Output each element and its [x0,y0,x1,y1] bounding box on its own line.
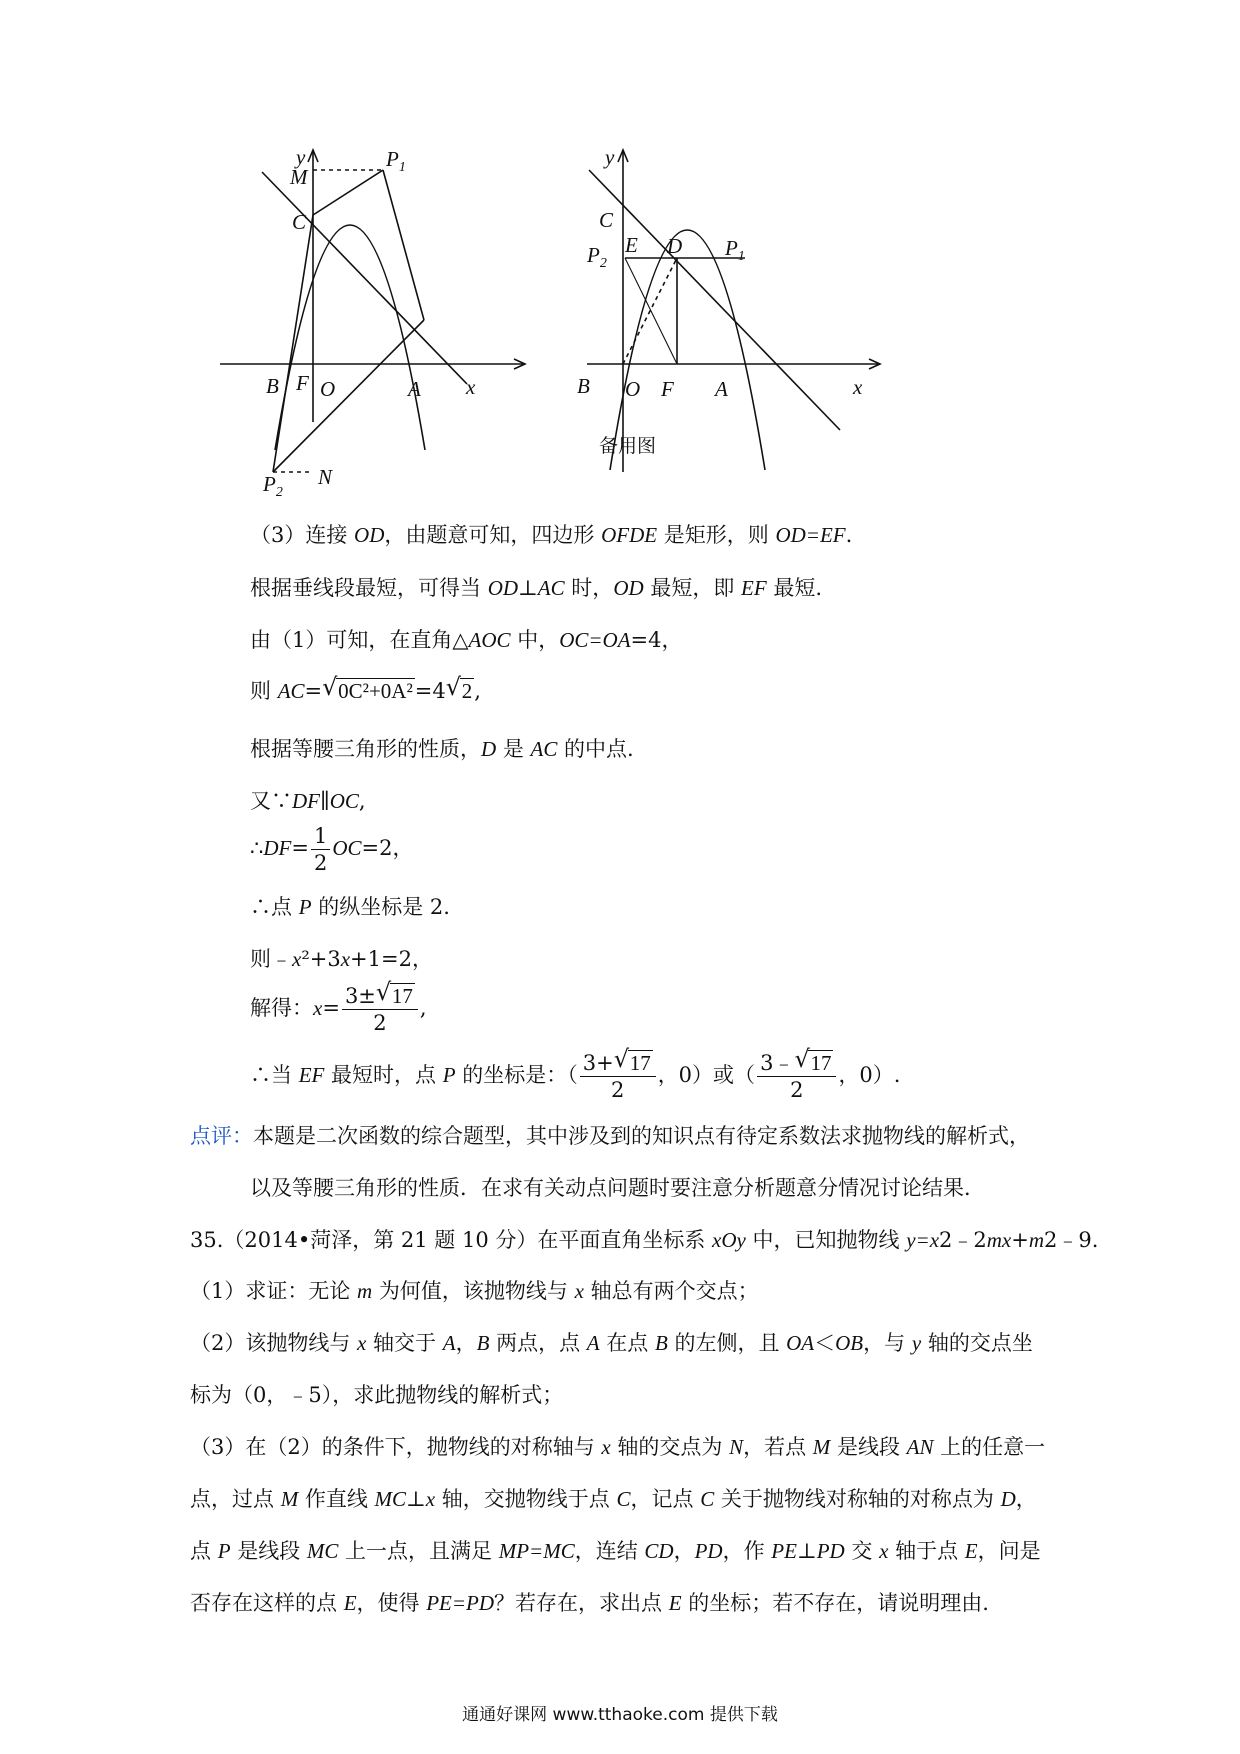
math: P [217,1539,231,1563]
math: PD [694,1539,723,1563]
math: AC [537,576,565,600]
problem-line-2 [190,1276,759,1306]
sqrt-ac: √ 0C²+0A² [322,673,413,703]
math: AC [530,737,558,761]
text: ，0）. [838,1063,901,1087]
math: OD [487,576,519,600]
text: 两点，点 [489,1331,587,1355]
text: 为何值，该抛物线与 [372,1279,575,1303]
text: （3）连接 [250,523,355,547]
math: M [280,1487,299,1511]
text: = [322,996,340,1020]
text: 在点 [599,1331,655,1355]
text: 点，过点 [190,1487,281,1511]
figure-right [577,145,905,510]
text: ， [455,1331,477,1355]
math: AN [906,1435,934,1459]
math: MC [374,1487,407,1511]
text: 的坐标；若不存在，请说明理由. [681,1591,989,1615]
text: ， [1015,1487,1037,1511]
text: 上一点，且满足 [338,1539,499,1563]
text: （3）在（2）的条件下，抛物线的对称轴与 [190,1435,602,1459]
sqrt-17: √ 17 [794,1045,832,1075]
text: 轴的交点为 [610,1435,730,1459]
text: 是线段 [830,1435,907,1459]
text: ⊥ [796,1539,817,1563]
solution-line-4 [250,673,481,706]
numerator-part: 3± [344,984,376,1008]
text: ∴ [250,836,264,860]
problem-line-3 [190,1328,1033,1358]
solution-line-11 [250,1045,900,1105]
comment-line-1 [190,1121,1030,1151]
label-c: C [292,210,307,234]
fraction-half [311,823,330,876]
text: 35.（2014•菏泽，第 21 题 10 分）在平面直角坐标系 [190,1228,713,1252]
text: + [1011,1228,1029,1252]
figure-caption: 备用图 [599,435,657,457]
comment-line-2 [250,1173,985,1203]
label-p1: $P_1$ [725,236,745,264]
math: MC [306,1539,339,1563]
fraction-root [342,978,418,1036]
text: 轴总有两个交点； [583,1279,759,1303]
text: 时， [564,576,614,600]
solution-line-5 [250,734,634,764]
text: 轴，交抛物线于点 [435,1487,617,1511]
radicand: 2 [461,679,473,703]
text: 否存在这样的点 [190,1591,344,1615]
text: （2）该抛物线与 [190,1331,358,1355]
radicand: 17 [391,984,413,1008]
text: ？若存在，求出点 [494,1591,669,1615]
comment-label: 点评： [190,1124,253,1148]
text: ⊥ [518,576,538,600]
solution-line-7 [250,818,414,878]
label-a: A [408,377,421,401]
text: 解得： [250,996,313,1020]
text: 点 [190,1539,218,1563]
math: x [357,1331,367,1355]
math: OD=EF [775,523,846,547]
text: =2， [361,836,414,860]
text: 是 [496,737,531,761]
math: MP=MC [498,1539,575,1563]
math: x [574,1279,584,1303]
comment-text: 本题是二次函数的综合题型，其中涉及到的知识点有待定系数法求抛物线的解析式， [253,1124,1030,1148]
text: 轴的交点坐 [921,1331,1033,1355]
math: E [964,1539,978,1563]
math: B [654,1331,668,1355]
text: 2﹣9. [1044,1228,1099,1252]
label-f: F [661,377,674,401]
math: x [601,1435,611,1459]
segment-p1a [383,170,424,320]
text: = [291,836,309,860]
text: 的中点. [557,737,634,761]
text: ⊥ [406,1487,426,1511]
text: +1=2， [350,947,433,971]
text: 最短，即 [643,576,742,600]
math: OD [613,576,644,600]
math: x [879,1539,889,1563]
text: ，记点 [630,1487,701,1511]
solution-line-10 [250,978,427,1038]
math: P [298,895,312,919]
math: y [911,1331,922,1355]
denominator: 2 [373,1011,387,1035]
text: ，由题意可知，四边形 [384,523,602,547]
math: E [668,1591,682,1615]
text: 轴于点 [888,1539,965,1563]
problem-line-1 [190,1225,1098,1255]
solution-line-9 [250,944,433,974]
text: 则 [250,679,278,703]
text: ∴点 [250,895,299,919]
math: OC [332,836,362,860]
text: 上的任意一 [933,1435,1046,1459]
math: PD [816,1539,845,1563]
math: CD [644,1539,674,1563]
sqrt-17: √ 17 [375,978,413,1008]
text: 标为（0，﹣5），求此抛物线的解析式； [190,1383,564,1407]
text: = [304,679,323,703]
label-o: O [625,377,641,401]
label-b: B [266,374,279,398]
math: x [425,1487,436,1511]
label-p2: $P_2$ [263,472,283,500]
label-y: y [296,145,306,169]
page-footer: 通通好课网 www.tthaoke.com 提供下载 [462,1705,778,1725]
numerator-part: 3+ [582,1051,614,1075]
solution-line-8 [250,892,450,922]
text: =4 [414,679,446,703]
math: DF [292,789,320,813]
label-p1: $P_1$ [386,147,406,175]
solution-line-1 [250,520,852,550]
label-a: A [715,377,728,401]
math: OD [354,523,385,547]
text: 作直线 [298,1487,375,1511]
text: ， [673,1539,695,1563]
label-o: O [320,377,336,401]
label-p2: $P_2$ [587,243,607,271]
text: 轴交于 [366,1331,443,1355]
label-d: D [667,234,683,258]
math: AOC [468,628,511,652]
math: E [343,1591,357,1615]
text: 2﹣2 [939,1228,987,1252]
denominator: 2 [611,1078,625,1102]
label-b: B [577,374,590,398]
label-c: C [599,208,614,232]
math: x [313,996,323,1020]
math: OB [835,1331,864,1355]
label-x: x [853,375,863,399]
text: 的左侧，且 [667,1331,787,1355]
math: A [442,1331,456,1355]
problem-line-5 [190,1432,1045,1462]
math: M [812,1435,831,1459]
problem-line-7 [190,1536,1041,1566]
text: ∴当 [250,1063,299,1087]
segment-p2c [273,215,313,472]
segment-cp1 [313,170,383,215]
text: ，使得 [356,1591,427,1615]
denominator: 2 [790,1078,804,1102]
text: 又∵ [250,789,292,813]
math: C [616,1487,631,1511]
label-x: x [466,375,476,399]
math: AC [277,679,305,703]
math: N [729,1435,744,1459]
text: 是线段 [230,1539,307,1563]
solution-line-6 [250,786,366,816]
text: =4， [630,628,683,652]
text: 根据等腰三角形的性质， [250,737,481,761]
text: ，0）或（ [657,1063,756,1087]
problem-line-4 [190,1380,563,1410]
text: ，与 [863,1331,912,1355]
math: C [700,1487,715,1511]
math: y=x [906,1228,940,1252]
figure-left [240,145,540,500]
text: 是矩形，则 [657,523,776,547]
text: ，连结 [574,1539,645,1563]
text: ²+3 [301,947,341,971]
fraction-root-plus [580,1045,656,1103]
label-e: E [625,233,638,257]
math: EF [298,1063,325,1087]
problem-line-8 [190,1588,989,1618]
math: DF [263,836,292,860]
text: （1）求证：无论 [190,1279,358,1303]
text: ∥ [320,789,330,813]
math: OC=OA [559,628,631,652]
text: 由（1）可知，在直角△ [250,628,469,652]
math: EF [741,576,767,600]
math: OC [329,789,359,813]
label-m: M [290,165,308,189]
text: 最短时，点 [324,1063,443,1087]
math: x [292,947,302,971]
text: ，若点 [743,1435,813,1459]
text: 的坐标是：（ [455,1063,578,1087]
line-ac [262,172,467,384]
sqrt-2: √ 2 [445,673,473,703]
text: ，问是 [977,1539,1041,1563]
math: PE [771,1539,797,1563]
math: m [1028,1228,1045,1252]
math: P [442,1063,456,1087]
text: 交 [844,1539,880,1563]
math: m [357,1279,373,1303]
label-n: N [318,465,333,489]
math: B [476,1331,490,1355]
solution-line-3 [250,625,683,655]
math: PE=PD [426,1591,495,1615]
text: 关于抛物线对称轴的对称点为 [714,1487,1001,1511]
radicand: 0C²+0A² [338,679,413,703]
text: 中， [510,628,560,652]
sqrt-17: √ 17 [613,1045,651,1075]
text: , [358,789,366,813]
math: D [481,737,497,761]
math: mx [986,1228,1012,1252]
denominator: 2 [313,851,328,875]
numerator: 1 [311,823,330,850]
text: 最短. [766,576,823,600]
math: xOy [712,1228,746,1252]
text: ＜ [814,1331,836,1355]
text: ，作 [722,1539,772,1563]
radicand: 17 [810,1051,832,1075]
text: 的纵坐标是 2. [311,895,450,919]
parabola [610,230,765,470]
text: 根据垂线段最短，可得当 [250,576,488,600]
label-y: y [605,145,615,169]
math: OA [786,1331,815,1355]
problem-line-6 [190,1484,1037,1514]
math: x [340,947,351,971]
radicand: 17 [629,1051,651,1075]
parabola [275,225,425,450]
math: A [586,1331,600,1355]
solution-line-2 [250,573,822,603]
label-f: F [296,371,309,395]
fraction-root-minus [757,1045,836,1103]
comment-text: 以及等腰三角形的性质．在求有关动点问题时要注意分析题意分情况讨论结果． [250,1176,985,1200]
numerator-part: 3﹣ [760,1051,795,1075]
text: 中，已知抛物线 [745,1228,907,1252]
text: , [419,996,427,1020]
text: . [845,523,853,547]
math: D [1000,1487,1016,1511]
text: 则﹣ [250,947,292,971]
text: , [474,679,481,703]
math: OFDE [601,523,658,547]
